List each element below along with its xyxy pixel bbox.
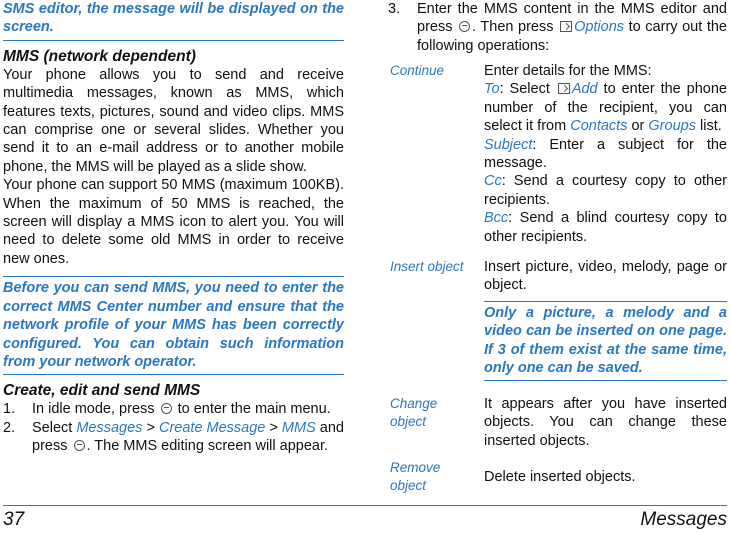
menu-separator: > [142, 419, 159, 436]
list-item [388, 0, 727, 55]
option-label: Continue [390, 63, 445, 78]
step-text: Enter the MMS content in the MMS editor and press [417, 1, 727, 36]
step-text: . Then press [472, 19, 559, 36]
contacts-label: Contacts [570, 118, 628, 135]
mms-paragraph-1: Your phone allows you to send and receive multimedia messages, known as MMS, which features texts, pictures, sound and video clips. MMS can comprise one or several slides. Whether you send it to an e-mail address or to another mobile phone, the MMS will be played as a slide show. [3, 66, 344, 175]
text: : Enter a subject for the message. [484, 136, 727, 172]
menu-mms: MMS [281, 419, 316, 436]
step-text: . The MMS editing screen will appear. [86, 438, 329, 455]
divider [484, 380, 727, 381]
text: or [627, 118, 649, 135]
text: list. [695, 118, 722, 135]
page-number: 37 [3, 509, 25, 530]
steps-list-continued [388, 0, 727, 55]
menu-create-message: Create Message [158, 419, 266, 436]
menu-separator: > [265, 419, 282, 436]
option-description [484, 468, 727, 486]
list-item [3, 419, 344, 456]
text: to enter the phone number of the recipient, you can select it from [484, 81, 727, 135]
step-number: 1. [3, 401, 16, 418]
center-key-icon [74, 440, 85, 451]
divider [484, 301, 727, 302]
groups-label: Groups [648, 118, 696, 135]
divider [3, 40, 344, 41]
option-description [484, 62, 727, 246]
option-text: Delete inserted objects. [484, 469, 636, 485]
steps-list [3, 400, 344, 455]
mms-heading: MMS (network dependent) [3, 47, 196, 65]
left-softkey-icon [560, 21, 572, 32]
text: : Select [499, 81, 556, 98]
subject-line [484, 136, 727, 173]
right-column [390, 0, 727, 500]
create-heading: Create, edit and send MMS [3, 382, 201, 400]
insert-note: Only a picture, a melody and a video can be inserted on one page. If 3 of them exist at the same time, only one can be saved. [484, 304, 727, 377]
network-note: Before you can send MMS, you need to enter the correct MMS Center number and ensure that the network profile of your MMS has been correctly configured. You can obtain such information from your network operator. [3, 280, 344, 370]
option-intro: Enter details for the MMS: [484, 63, 652, 79]
step-number: 2. [3, 419, 16, 436]
step-text: to enter the main menu. [173, 401, 331, 418]
option-label: Change object [390, 396, 438, 429]
footer-divider [3, 505, 727, 506]
step-text: and press [32, 419, 344, 455]
field-subject: Subject [484, 136, 533, 153]
option-text: Insert picture, video, melody, page or object. [484, 259, 727, 294]
field-cc: Cc [484, 173, 502, 190]
step-text: to carry out the following operations: [417, 19, 727, 54]
step-number: 3. [388, 1, 401, 17]
step-text: In idle mode, press [32, 401, 159, 418]
option-text: It appears after you have inserted objects. You can change these inserted objects. [484, 396, 727, 449]
mms-paragraph-2: Your phone can support 50 MMS (maximum 100KB). When the maximum of 50 MMS is reached, the screen will display a MMS icon to alert you. You will need to delete some old MMS in order to receive new ones. [3, 177, 344, 267]
list-item [3, 400, 344, 418]
cc-line [484, 172, 727, 209]
section-title: Messages [640, 509, 727, 530]
to-line [484, 80, 727, 135]
divider [3, 276, 344, 277]
option-description [484, 258, 727, 381]
field-bcc: Bcc [484, 210, 509, 227]
option-label: Insert object [390, 259, 464, 274]
top-note: SMS editor, the message will be displayed on the screen. [3, 1, 344, 36]
left-softkey-icon [558, 83, 570, 94]
text: : Send a courtesy copy to other recipients. [484, 173, 727, 208]
option-label: Remove object [390, 460, 441, 493]
menu-messages: Messages [76, 419, 143, 436]
divider [3, 374, 344, 375]
text: : Send a blind courtesy copy to other recipients. [484, 210, 727, 245]
center-key-icon [459, 21, 470, 32]
step-text: Select [32, 419, 77, 436]
add-label: Add [571, 81, 598, 98]
option-description [484, 395, 727, 450]
left-column [3, 0, 344, 456]
field-to: To [484, 81, 500, 98]
center-key-icon [161, 403, 172, 414]
bcc-line [484, 209, 727, 246]
options-label: Options [574, 19, 625, 36]
